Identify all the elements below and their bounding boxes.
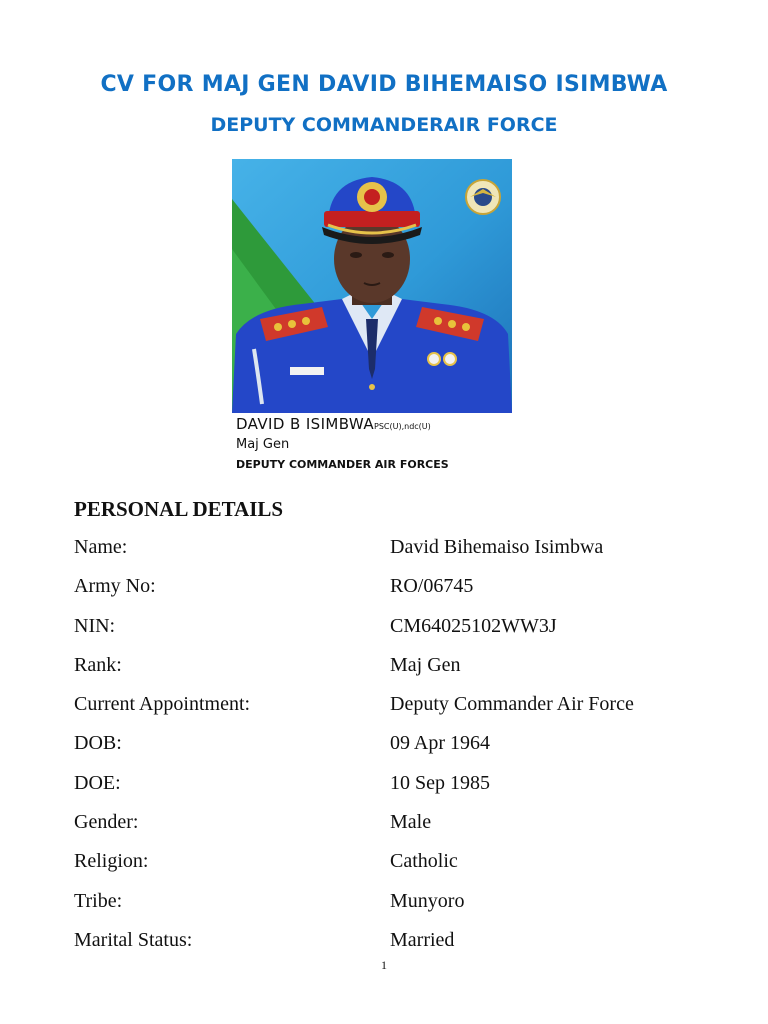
detail-label: Name: [74, 536, 128, 558]
detail-label: Tribe: [74, 889, 123, 912]
portrait-caption [232, 413, 522, 475]
detail-row-tribe [74, 890, 714, 929]
detail-value: Maj Gen [390, 653, 461, 676]
caption-rank: Maj Gen [236, 437, 290, 452]
detail-row-dob [74, 732, 714, 771]
detail-value: Male [390, 811, 432, 834]
section-heading-personal-details: PERSONAL DETAILS [74, 497, 284, 521]
caption-name: DAVID B ISIMBWA [236, 415, 374, 433]
page-number: 1 [381, 958, 387, 972]
detail-label: Current Appointment: [74, 693, 251, 716]
detail-label: Marital Status: [74, 928, 193, 951]
detail-label: Rank: [74, 653, 122, 676]
detail-label: DOB: [74, 732, 122, 755]
detail-value: 10 Sep 1985 [390, 771, 490, 794]
detail-label: Religion: [74, 850, 149, 873]
air-force-emblem-icon [466, 180, 500, 214]
detail-value: 09 Apr 1964 [390, 732, 490, 755]
detail-row-current-appointment [74, 693, 714, 732]
cap-badge-icon [357, 182, 387, 212]
detail-row-doe [74, 772, 714, 811]
detail-label: Gender: [74, 811, 139, 834]
document-subtitle: DEPUTY COMMANDERAIR FORCE [210, 114, 558, 136]
document-title: CV FOR MAJ GEN DAVID BIHEMAISO ISIMBWA [100, 72, 668, 97]
detail-row-religion [74, 850, 714, 889]
caption-qualifications: PSC(U),ndc(U) [374, 422, 431, 431]
detail-row-name [74, 536, 714, 575]
detail-value: David Bihemaiso Isimbwa [390, 536, 604, 558]
detail-label: DOE: [74, 771, 121, 794]
detail-value: Deputy Commander Air Force [390, 693, 634, 716]
detail-value: Married [390, 928, 455, 951]
personal-details-list [74, 536, 714, 968]
detail-row-army-no [74, 575, 714, 614]
detail-label: Army No: [74, 575, 156, 598]
detail-row-nin [74, 615, 714, 654]
portrait-photo [232, 159, 512, 413]
caption-role: DEPUTY COMMANDER AIR FORCES [236, 458, 449, 471]
detail-value: Munyoro [390, 889, 465, 912]
detail-value: CM64025102WW3J [390, 614, 557, 637]
detail-row-gender [74, 811, 714, 850]
detail-value: Catholic [390, 850, 458, 873]
detail-value: RO/06745 [390, 575, 474, 598]
detail-row-rank [74, 654, 714, 693]
detail-label: NIN: [74, 614, 116, 637]
